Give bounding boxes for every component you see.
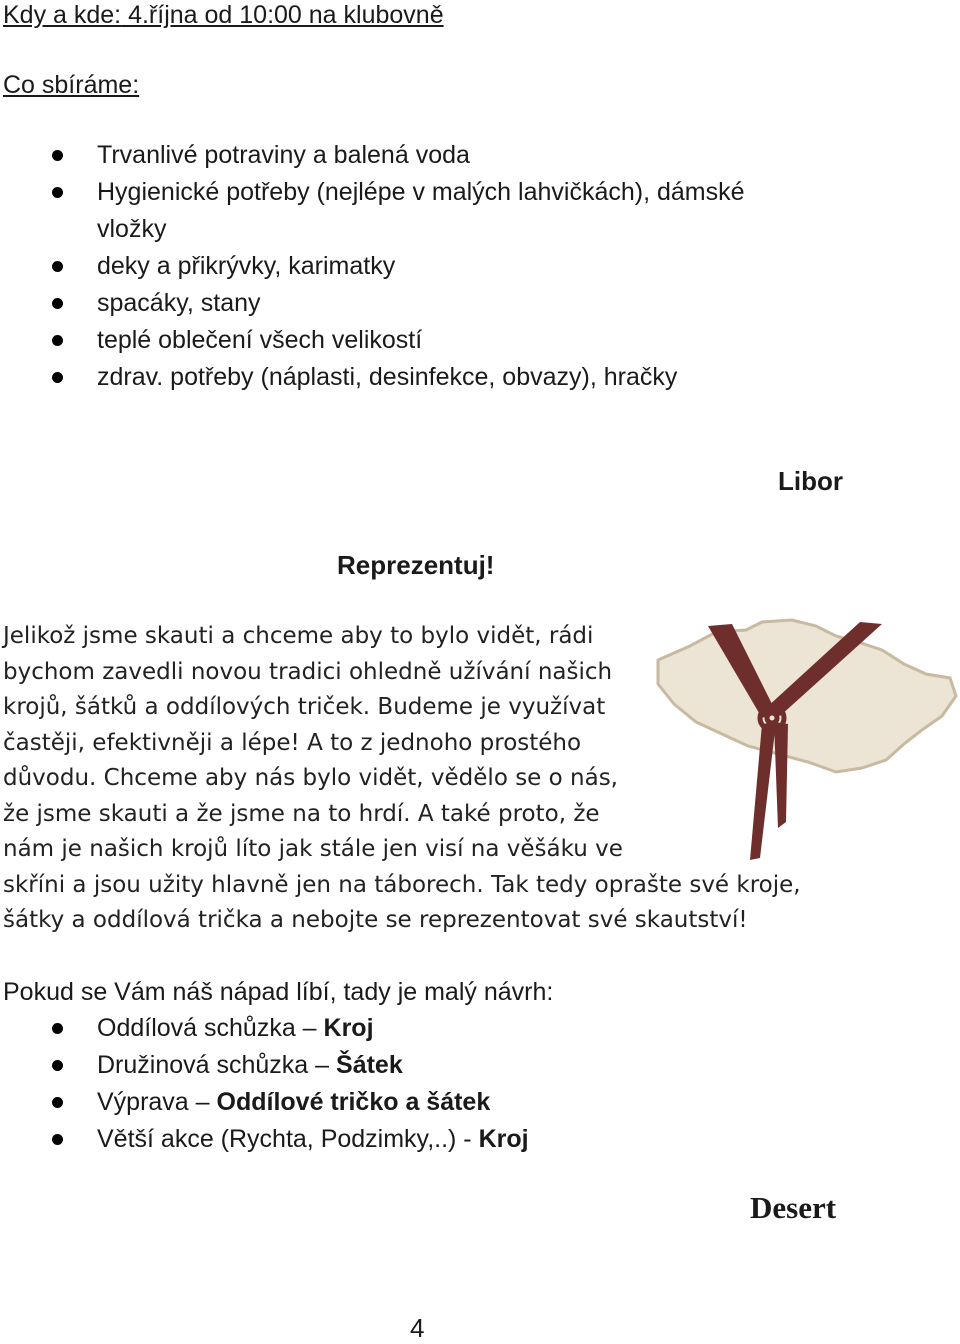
list-item: zdrav. potřeby (náplasti, desinfekce, obvazy), hračky: [0, 359, 745, 396]
paragraph-line: nám je našich krojů líto jak stále jen visí na věšáku ve: [3, 836, 623, 862]
list-item: [0, 1084, 529, 1121]
proposal-label: Větší akce (Rychta, Podzimky,..) -: [97, 1125, 479, 1153]
scarf-map-illustration: [650, 612, 960, 867]
proposal-value: Šátek: [336, 1051, 403, 1079]
list-item: [0, 1010, 529, 1047]
list-item: deky a přikrývky, karimatky: [0, 248, 745, 285]
proposal-value: Kroj: [478, 1125, 529, 1153]
proposal-label: Oddílová schůzka –: [97, 1014, 324, 1042]
when-value: 4.října od 10:00 na klubovně: [121, 1, 444, 29]
proposal-list: [0, 1010, 529, 1158]
proposal-value: Oddílové tričko a šátek: [216, 1088, 491, 1116]
paragraph-line: Jelikož jsme skauti a chceme aby to bylo vidět, rádi: [3, 623, 594, 649]
paragraph-line: častěji, efektivněji a lépe! A to z jednoho prostého: [3, 729, 582, 756]
when-label: Kdy a kde:: [3, 1, 122, 29]
signature-desert: Desert: [750, 1190, 837, 1225]
paragraph-line: krojů, šátků a oddílových triček. Budeme je využívat: [3, 694, 606, 720]
section-title: Reprezentuj!: [337, 550, 495, 580]
proposal-label: Výprava –: [97, 1088, 217, 1116]
page-number: 4: [410, 1313, 425, 1343]
scarf-right-tail: [774, 722, 788, 828]
signature-libor: Libor: [778, 466, 843, 496]
paragraph-line: bychom zavedli novou tradici ohledně užívání našich: [3, 658, 613, 685]
collect-heading: Co sbíráme:: [3, 71, 140, 99]
czech-map-shape: [658, 620, 956, 772]
proposal-intro: Pokud se Vám náš nápad líbí, tady je malý návrh:: [3, 978, 554, 1006]
paragraph-line: skříni a jsou užity hlavně jen na táborech. Tak tedy oprašte své kroje,: [3, 871, 801, 898]
collect-list: [0, 137, 745, 396]
list-item-continuation: vložky: [97, 215, 167, 243]
paragraph-line: šátky a oddílová trička a nebojte se reprezentovat své skautství!: [3, 907, 748, 933]
list-item: Trvanlivé potraviny a balená voda: [0, 137, 745, 174]
paragraph-line: důvodu. Chceme aby nás bylo vidět, vědělo se o nás,: [3, 765, 618, 791]
proposal-label: Družinová schůzka –: [97, 1051, 337, 1079]
paragraph-line: že jsme skauti a že jsme na to hrdí. A také proto, že: [3, 800, 600, 827]
list-item: Hygienické potřeby (nejlépe v malých lahvičkách), dámské: [0, 174, 745, 211]
list-item: spacáky, stany: [0, 285, 745, 322]
proposal-value: Kroj: [323, 1014, 374, 1042]
list-item: [0, 1121, 529, 1158]
list-item: [0, 1047, 529, 1084]
event-when: [3, 0, 444, 30]
list-item: teplé oblečení všech velikostí: [0, 322, 745, 359]
